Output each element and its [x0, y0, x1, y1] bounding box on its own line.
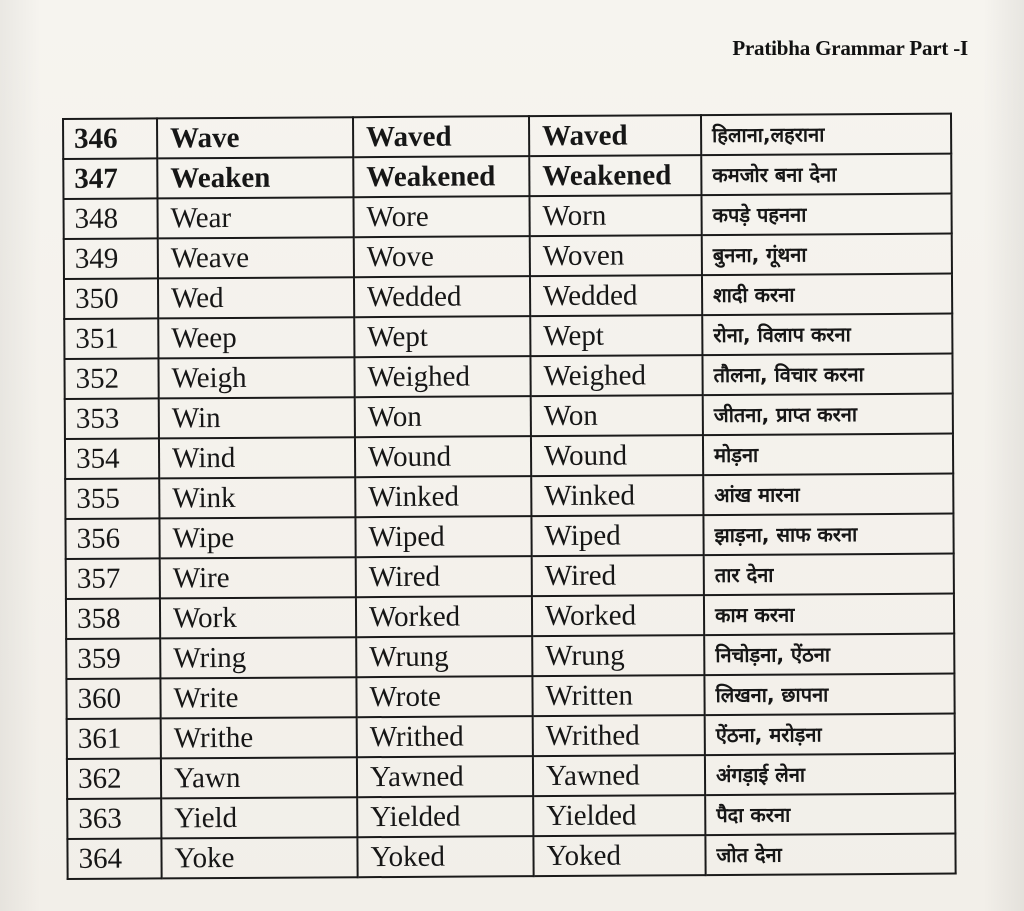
verb-number: 352 — [64, 358, 158, 399]
verb-past-form: Wove — [354, 236, 530, 277]
verb-past-form: Weakened — [353, 156, 529, 197]
verb-number: 351 — [64, 318, 158, 359]
verb-number: 357 — [66, 558, 160, 599]
verb-number: 353 — [65, 398, 159, 439]
verb-forms-table — [62, 113, 957, 880]
verb-past-form: Wrote — [356, 676, 532, 717]
verb-past-form: Waved — [353, 116, 529, 157]
verb-past-form: Yielded — [357, 796, 533, 837]
table-row — [66, 674, 954, 719]
verb-past-form: Wrung — [356, 636, 532, 677]
verb-base-form: Wink — [159, 477, 355, 518]
table-row — [67, 754, 955, 799]
table-row — [63, 154, 951, 199]
verb-hindi-meaning: ऐंठना, मरोड़ना — [705, 714, 955, 756]
verb-past-participle: Wired — [532, 555, 704, 596]
table-row — [64, 354, 952, 399]
verb-hindi-meaning: अंगड़ाई लेना — [705, 754, 955, 796]
verb-past-participle: Yielded — [533, 795, 705, 836]
table-row — [64, 234, 952, 279]
verb-number: 350 — [64, 278, 158, 319]
verb-past-participle: Wound — [531, 435, 703, 476]
verb-number: 361 — [67, 718, 161, 759]
verb-base-form: Writhe — [161, 717, 357, 758]
verb-past-form: Weighed — [354, 356, 530, 397]
verb-past-form: Yoked — [357, 836, 533, 877]
verb-number: 363 — [67, 798, 161, 839]
verb-past-participle: Worked — [532, 595, 704, 636]
table-row — [64, 274, 952, 319]
verb-hindi-meaning: लिखना, छापना — [704, 674, 954, 716]
verb-number: 364 — [67, 838, 161, 879]
verb-base-form: Work — [160, 597, 356, 638]
verb-base-form: Win — [159, 397, 355, 438]
verb-past-participle: Winked — [531, 475, 703, 516]
verb-hindi-meaning: आंख मारना — [703, 474, 953, 516]
verb-number: 358 — [66, 598, 160, 639]
verb-hindi-meaning: झाड़ना, साफ करना — [703, 514, 953, 556]
table-row — [65, 434, 953, 479]
verb-past-form: Wired — [356, 556, 532, 597]
verb-past-form: Yawned — [357, 756, 533, 797]
verb-number: 355 — [65, 478, 159, 519]
verb-hindi-meaning: शादी करना — [702, 274, 952, 316]
verb-number: 360 — [66, 678, 160, 719]
verb-number: 347 — [63, 158, 157, 199]
page-header-title: Pratibha Grammar Part -I — [732, 36, 968, 60]
verb-past-form: Wiped — [355, 516, 531, 557]
verb-past-participle: Waved — [529, 115, 701, 156]
verb-past-form: Worked — [356, 596, 532, 637]
verb-past-form: Wore — [353, 196, 529, 237]
verb-base-form: Wipe — [159, 517, 355, 558]
verb-hindi-meaning: काम करना — [704, 594, 954, 636]
verb-past-form: Won — [355, 396, 531, 437]
verb-hindi-meaning: हिलाना,लहराना — [701, 114, 951, 156]
verb-hindi-meaning: तौलना, विचार करना — [702, 354, 952, 396]
table-row — [67, 714, 955, 759]
verb-past-participle: Yoked — [533, 835, 705, 876]
verb-past-participle: Writhed — [533, 715, 705, 756]
verb-base-form: Wave — [157, 117, 353, 158]
verb-past-form: Wound — [355, 436, 531, 477]
verb-number: 362 — [67, 758, 161, 799]
verb-number: 354 — [65, 438, 159, 479]
verb-hindi-meaning: बुनना, गूंथना — [702, 234, 952, 276]
verb-past-participle: Written — [532, 675, 704, 716]
verb-hindi-meaning: कमजोर बना देना — [701, 154, 951, 196]
verb-hindi-meaning: तार देना — [704, 554, 954, 596]
verb-past-participle: Won — [531, 395, 703, 436]
verb-past-form: Wedded — [354, 276, 530, 317]
verb-past-participle: Yawned — [533, 755, 705, 796]
verb-past-form: Writhed — [357, 716, 533, 757]
verb-past-form: Winked — [355, 476, 531, 517]
table-row — [66, 634, 954, 679]
table-row — [67, 794, 955, 839]
verb-hindi-meaning: निचोड़ना, ऐंठना — [704, 634, 954, 676]
verb-hindi-meaning: जोत देना — [705, 834, 955, 876]
verb-hindi-meaning: मोड़ना — [703, 434, 953, 476]
table-row — [66, 554, 954, 599]
verb-past-participle: Weakened — [529, 155, 701, 196]
table-row — [67, 834, 955, 879]
verb-table-container — [62, 113, 955, 880]
verb-number: 349 — [64, 238, 158, 279]
table-row — [63, 194, 951, 239]
table-row — [65, 474, 953, 519]
verb-base-form: Yield — [161, 797, 357, 838]
verb-hindi-meaning: जीतना, प्राप्त करना — [703, 394, 953, 436]
verb-table-body — [63, 114, 956, 879]
verb-past-participle: Wiped — [531, 515, 703, 556]
verb-base-form: Yawn — [161, 757, 357, 798]
verb-past-participle: Worn — [529, 195, 701, 236]
verb-past-form: Wept — [354, 316, 530, 357]
table-row — [63, 114, 951, 159]
verb-hindi-meaning: पैदा करना — [705, 794, 955, 836]
verb-base-form: Yoke — [161, 837, 357, 878]
verb-number: 356 — [65, 518, 159, 559]
table-row — [66, 594, 954, 639]
verb-past-participle: Wept — [530, 315, 702, 356]
verb-base-form: Wed — [158, 277, 354, 318]
verb-number: 348 — [63, 198, 157, 239]
verb-base-form: Weaken — [157, 157, 353, 198]
verb-hindi-meaning: रोना, विलाप करना — [702, 314, 952, 356]
verb-base-form: Wring — [160, 637, 356, 678]
verb-hindi-meaning: कपड़े पहनना — [701, 194, 951, 236]
table-row — [65, 514, 953, 559]
verb-past-participle: Weighed — [530, 355, 702, 396]
verb-base-form: Write — [160, 677, 356, 718]
table-row — [65, 394, 953, 439]
verb-number: 346 — [63, 118, 157, 159]
verb-number: 359 — [66, 638, 160, 679]
verb-past-participle: Woven — [530, 235, 702, 276]
verb-past-participle: Wedded — [530, 275, 702, 316]
verb-base-form: Weep — [158, 317, 354, 358]
verb-base-form: Wear — [157, 197, 353, 238]
verb-base-form: Weigh — [158, 357, 354, 398]
verb-base-form: Wire — [160, 557, 356, 598]
table-row — [64, 314, 952, 359]
verb-base-form: Wind — [159, 437, 355, 478]
verb-base-form: Weave — [158, 237, 354, 278]
verb-past-participle: Wrung — [532, 635, 704, 676]
